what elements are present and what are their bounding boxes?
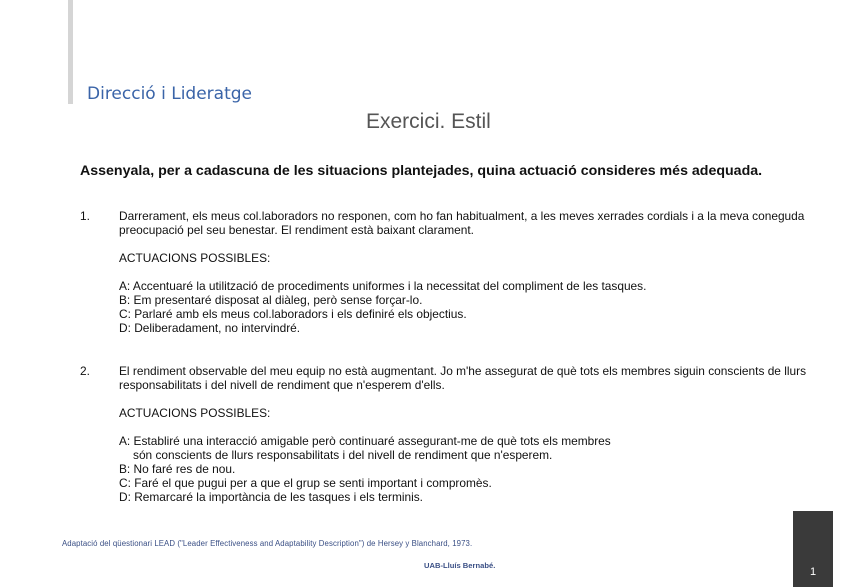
options-list: [119, 434, 819, 504]
question-body: [119, 209, 819, 335]
question-body: [119, 364, 819, 504]
option-a-continuation: són conscients de llurs responsabilitats i del nivell de rendiment que n'esperem.: [133, 448, 553, 462]
page-number-box: [793, 511, 833, 587]
page-number: 1: [809, 566, 817, 578]
section-title: Direcció i Lideratge: [87, 84, 253, 104]
question-number: 1.: [80, 209, 90, 223]
question-text: Darrerament, els meus col.laboradors no responen, com ho fan habitualment, a les meves xerrades cordials i a la meva coneguda preocupació pel seu benestar. El rendiment està baixant clarament.: [119, 209, 805, 237]
footer-source-note: Adaptació del qüestionari LEAD ("Leader Effectiveness and Adaptability Description") de Hersey y Blanchard, 1973.: [62, 539, 473, 548]
option-a-text: A: Establiré una interacció amigable però continuaré assegurant-me de què tots els membres: [119, 434, 611, 448]
options-list: [119, 279, 819, 335]
option-c: C: Parlaré amb els meus col.laboradors i els definiré els objectius.: [119, 307, 467, 321]
slide-title: Exercici. Estil: [366, 110, 491, 133]
option-b: B: Em presentaré disposat al diàleg, però sense forçar-lo.: [119, 293, 423, 307]
option-b: B: No faré res de nou.: [119, 462, 236, 476]
option-a: A: Accentuaré la utilització de procediments uniformes i la necessitat del compliment de les tasques.: [119, 279, 647, 293]
footer-author: UAB-Lluís Bernabé.: [424, 561, 496, 570]
option-d: D: Deliberadament, no intervindré.: [119, 321, 301, 335]
option-c: C: Faré el que pugui per a que el grup se senti important i compromès.: [119, 476, 492, 490]
instruction-text: Assenyala, per a cadascuna de les situacions plantejades, quina actuació consideres més adequada.: [80, 163, 763, 179]
question-text: El rendiment observable del meu equip no està augmentant. Jo m'he assegurat de què tots els membres siguin conscients de llurs responsabilitats i del nivell de rendiment que n'esperem d'ells.: [119, 364, 807, 392]
option-d: D: Remarcaré la importància de les tasques i els terminis.: [119, 490, 423, 504]
accent-bar: [68, 0, 73, 104]
question-number: 2.: [80, 364, 90, 378]
option-a: [119, 434, 819, 462]
actions-label: ACTUACIONS POSSIBLES:: [119, 251, 271, 265]
actions-label: ACTUACIONS POSSIBLES:: [119, 406, 271, 420]
